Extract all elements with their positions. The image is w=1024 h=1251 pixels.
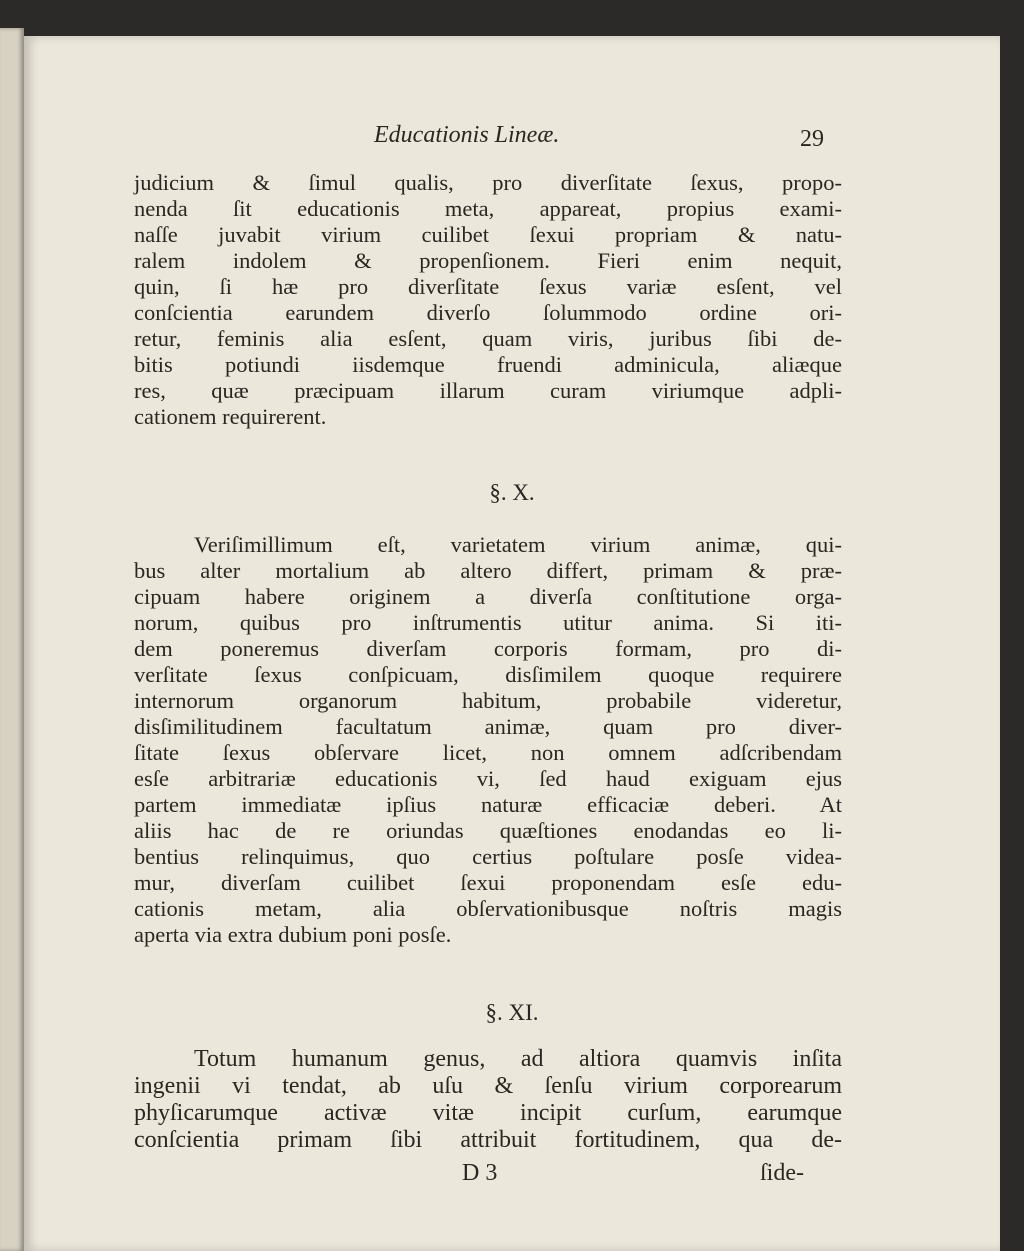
- text-line: cationis metam, alia obſervationibusque noſtris magis: [134, 896, 842, 921]
- book-page: [24, 36, 1000, 1251]
- text-line: Veriſimillimum eſt, varietatem virium animæ, qui-: [194, 532, 842, 557]
- paragraph-3: [134, 1046, 842, 1154]
- text-line: esſe arbitrariæ educationis vi, ſed haud exiguam ejus: [134, 766, 842, 791]
- text-line: cipuam habere originem a diverſa conſtitutione orga-: [134, 584, 842, 609]
- text-line: quin, ſi hæ pro diverſitate ſexus variæ esſent, vel: [134, 274, 842, 299]
- text-line: dem poneremus diverſam corporis formam, pro di-: [134, 636, 842, 661]
- text-line: internorum organorum habitum, probabile videretur,: [134, 688, 842, 713]
- text-line: Totum humanum genus, ad altiora quamvis inſita: [194, 1046, 842, 1072]
- catchword: ſide-: [760, 1160, 804, 1186]
- page-number: 29: [800, 126, 824, 152]
- text-line: mur, diverſam cuilibet ſexui proponendam esſe edu-: [134, 870, 842, 895]
- text-line: conſcientia earundem diverſo ſolummodo ordine ori-: [134, 300, 842, 325]
- text-line: nenda ſit educationis meta, appareat, propius exami-: [134, 196, 842, 221]
- facing-page-edge: [0, 28, 24, 1251]
- text-line: partem immediatæ ipſius naturæ efficaciæ deberi. At: [134, 792, 842, 817]
- text-line: retur, feminis alia esſent, quam viris, juribus ſibi de-: [134, 326, 842, 351]
- text-line: ralem indolem & propenſionem. Fieri enim nequit,: [134, 248, 842, 273]
- text-line: judicium & ſimul qualis, pro diverſitate ſexus, propo-: [134, 170, 842, 195]
- running-head: [24, 122, 1000, 162]
- text-line: conſcientia primam ſibi attribuit fortitudinem, qua de-: [134, 1127, 842, 1153]
- text-line: aliis hac de re oriundas quæſtiones enodandas eo li-: [134, 818, 842, 843]
- text-line: ingenii vi tendat, ab uſu & ſenſu virium corporearum: [134, 1073, 842, 1099]
- text-line: disſimilitudinem facultatum animæ, quam pro diver-: [134, 714, 842, 739]
- section-heading-xi: §. XI.: [485, 1000, 539, 1025]
- section-heading-x: §. X.: [489, 480, 535, 505]
- paragraph-2: [134, 532, 842, 948]
- text-line: verſitate ſexus conſpicuam, disſimilem quoque requirere: [134, 662, 842, 687]
- text-line: bus alter mortalium ab altero differt, primam & præ-: [134, 558, 842, 583]
- text-line: ſitate ſexus obſervare licet, non omnem adſcribendam: [134, 740, 842, 765]
- text-line: phyſicarumque activæ vitæ incipit curſum, earumque: [134, 1100, 842, 1126]
- text-line: res, quæ præcipuam illarum curam viriumque adpli-: [134, 378, 842, 403]
- text-line: bitis potiundi iisdemque fruendi adminicula, aliæque: [134, 352, 842, 377]
- text-line: cationem requirerent.: [134, 404, 327, 429]
- text-line: naſſe juvabit virium cuilibet ſexui propriam & natu-: [134, 222, 842, 247]
- text-line: aperta via extra dubium poni posſe.: [134, 922, 452, 947]
- paragraph-1: [134, 170, 842, 430]
- text-line: norum, quibus pro inſtrumentis utitur anima. Si iti-: [134, 610, 842, 635]
- running-title: Educationis Lineæ.: [374, 122, 560, 148]
- signature-mark: D 3: [462, 1160, 498, 1186]
- text-line: bentius relinquimus, quo certius poſtulare posſe videa-: [134, 844, 842, 869]
